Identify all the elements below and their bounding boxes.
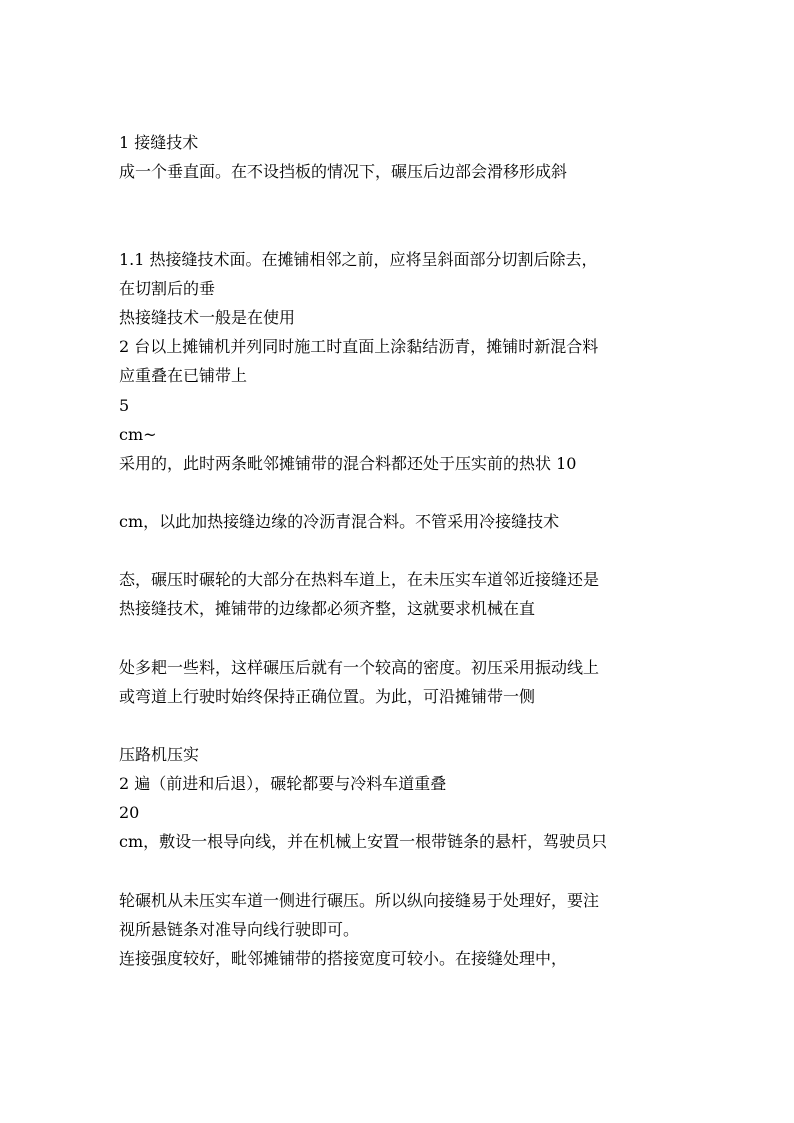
paragraph-line: 态，碾压时碾轮的大部分在热料车道上，在未压实车道邻近接缝还是 bbox=[119, 570, 600, 589]
paragraph-line: 或弯道上行驶时始终保持正确位置。为此，可沿摊铺带一侧 bbox=[119, 687, 536, 706]
paragraph-line: cm，敷设一根导向线，并在机械上安置一根带链条的悬杆，驾驶员只 bbox=[119, 832, 608, 851]
paragraph-line: 2 台以上摊铺机并列同时施工时直面上涂黏结沥青，摊铺时新混合料 bbox=[119, 337, 599, 356]
paragraph-line: 轮碾机从未压实车道一侧进行碾压。所以纵向接缝易于处理好，要注 bbox=[119, 891, 600, 910]
paragraph-line: cm~ bbox=[119, 425, 157, 444]
section-heading: 1 接缝技术 bbox=[119, 133, 199, 152]
paragraph-line: 视所悬链条对准导向线行驶即可。 bbox=[119, 920, 360, 939]
paragraph-line: 2 遍（前进和后退），碾轮都要与冷料车道重叠 bbox=[119, 774, 447, 793]
paragraph-line: 处多耙一些料，这样碾压后就有一个较高的密度。初压采用振动线上 bbox=[119, 658, 600, 677]
paragraph-line: 采用的，此时两条毗邻摊铺带的混合料都还处于压实前的热状 10 bbox=[119, 454, 577, 473]
subsection-heading-line: 1.1 热接缝技术面。在摊铺相邻之前，应将呈斜面部分切割后除去， bbox=[119, 250, 598, 269]
paragraph-line: 热接缝技术，摊铺带的边缘都必须齐整，这就要求机械在直 bbox=[119, 599, 536, 618]
paragraph-line: 5 bbox=[119, 396, 130, 415]
paragraph-line: 应重叠在已铺带上 bbox=[119, 366, 248, 385]
paragraph-line: 在切割后的垂 bbox=[119, 279, 216, 298]
paragraph-line: 压路机压实 bbox=[119, 745, 200, 764]
paragraph-line: 连接强度较好，毗邻摊铺带的搭接宽度可较小。在接缝处理中， bbox=[119, 949, 568, 968]
paragraph-line: 成一个垂直面。在不设挡板的情况下，碾压后边部会滑移形成斜 bbox=[119, 162, 568, 181]
paragraph-line: 20 bbox=[119, 803, 140, 822]
paragraph-line: 热接缝技术一般是在使用 bbox=[119, 308, 296, 327]
paragraph-line: cm，以此加热接缝边缘的冷沥青混合料。不管采用冷接缝技术 bbox=[119, 512, 560, 531]
